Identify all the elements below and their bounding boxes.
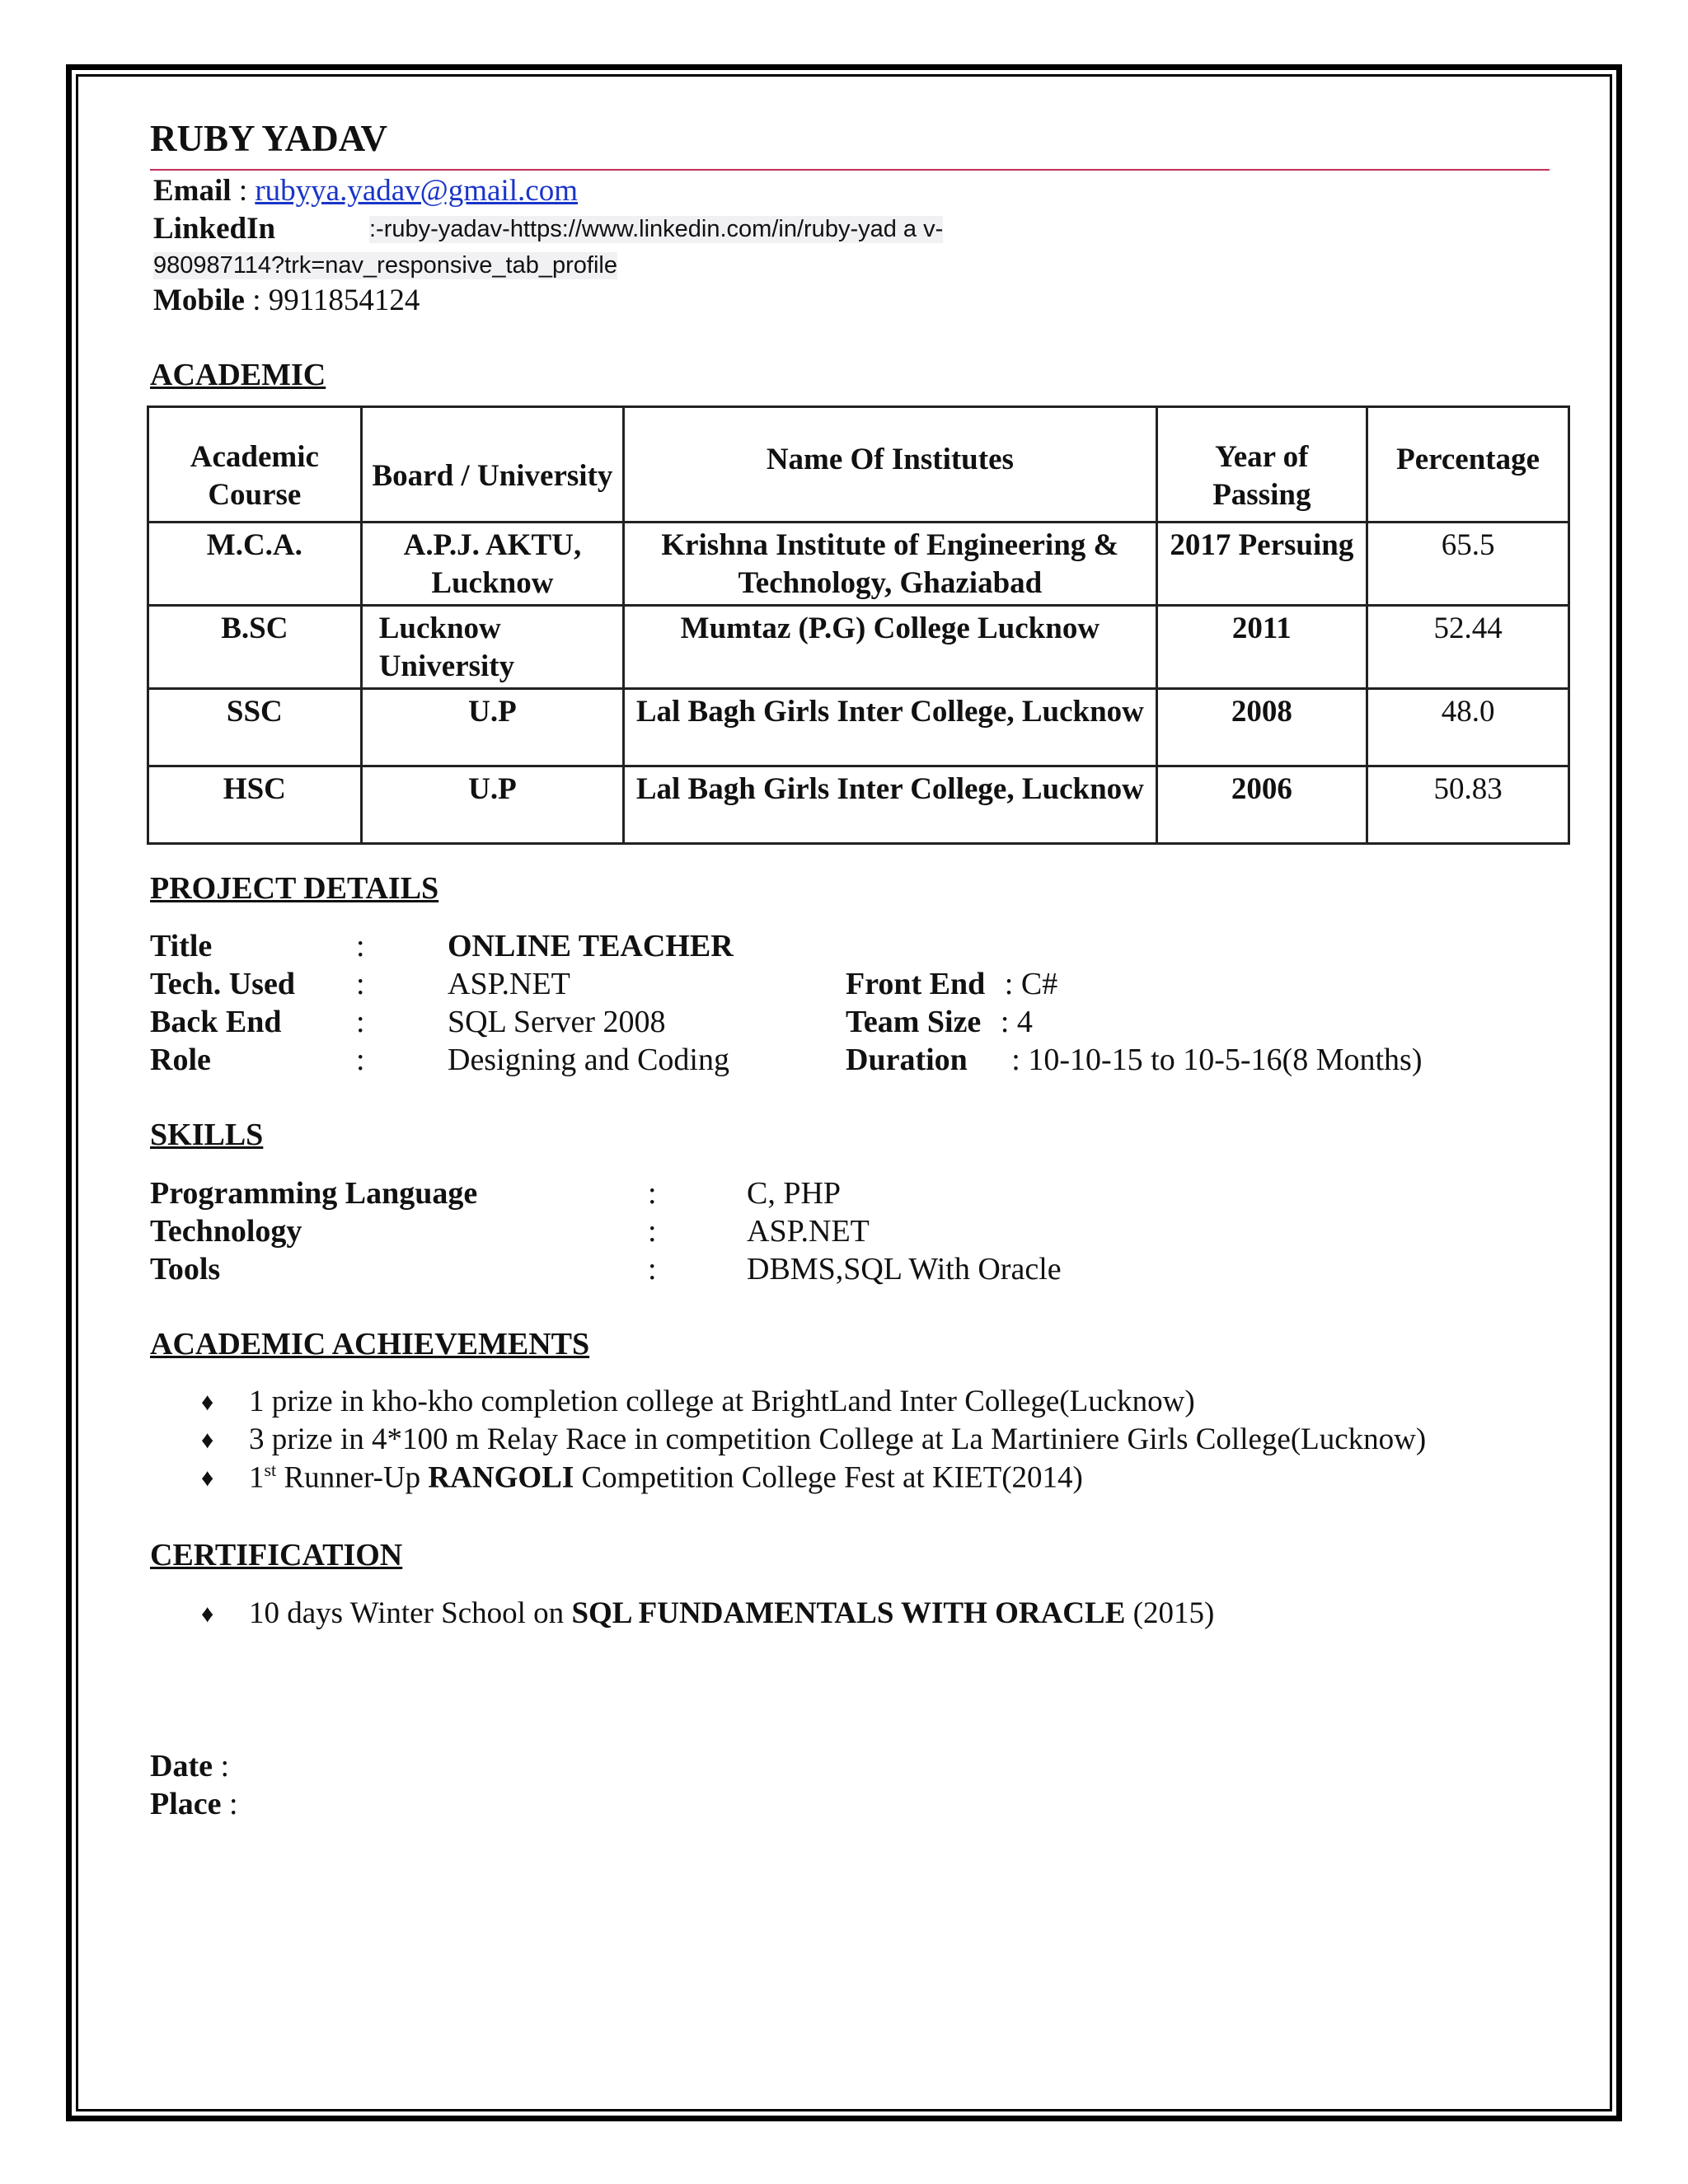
colon: : xyxy=(648,1252,657,1286)
achievement-item xyxy=(249,1460,1083,1495)
date-label: Date xyxy=(150,1749,213,1783)
colon: : xyxy=(252,284,261,317)
achievement-rank: 1 xyxy=(249,1460,265,1495)
table-row xyxy=(148,689,1569,766)
certification-text: 10 days Winter School on xyxy=(249,1596,572,1630)
linkedin-url-line1[interactable]: :-ruby-yadav-https://www.linkedin.com/in/ruby-yad a v- xyxy=(369,216,944,242)
achievement-text: Runner-Up xyxy=(276,1460,429,1495)
table-header-cell: Year of Passing xyxy=(1156,407,1367,523)
project-heading: PROJECT DETAILS xyxy=(150,871,439,906)
table-cell-percentage: 65.5 xyxy=(1367,523,1569,606)
bullet-icon: ♦ xyxy=(201,1427,214,1454)
bullet-icon: ♦ xyxy=(201,1465,214,1492)
table-cell-percentage: 48.0 xyxy=(1367,689,1569,766)
table-header-row xyxy=(148,407,1569,523)
mobile-number: 9911854124 xyxy=(268,284,420,317)
role-value: Designing and Coding xyxy=(448,1043,729,1077)
skill-label: Programming Language xyxy=(150,1176,478,1211)
colon: : xyxy=(648,1214,657,1249)
colon: : xyxy=(1011,1043,1020,1077)
bullet-icon: ♦ xyxy=(201,1389,214,1416)
linkedin-url-line2[interactable]: 980987114?trk=nav_responsive_tab_profile xyxy=(153,252,617,279)
achievements-heading: ACADEMIC ACHIEVEMENTS xyxy=(150,1327,590,1361)
colon: : xyxy=(238,174,248,208)
skills-heading: SKILLS xyxy=(150,1118,264,1152)
colon: : xyxy=(220,1749,230,1783)
table-header-cell: Percentage xyxy=(1367,407,1569,523)
skill-value: DBMS,SQL With Oracle xyxy=(747,1252,1062,1286)
table-cell-course: M.C.A. xyxy=(148,523,362,606)
table-cell-board: A.P.J. AKTU, Lucknow xyxy=(361,523,624,606)
table-cell-year: 2006 xyxy=(1156,766,1367,844)
email-label: Email xyxy=(153,174,232,208)
email-link[interactable]: rubyya.yadav@gmail.com xyxy=(255,174,578,208)
table-cell-institute: Lal Bagh Girls Inter College, Lucknow xyxy=(624,766,1156,844)
achievement-text: Competition College Fest at KIET(2014) xyxy=(574,1460,1083,1495)
academic-table xyxy=(147,405,1570,845)
front-end-value: C# xyxy=(1020,967,1058,1001)
place-label: Place xyxy=(150,1787,222,1821)
colon: : xyxy=(356,929,365,963)
name-underline xyxy=(150,169,1550,171)
colon: : xyxy=(356,967,365,1001)
certification-text: (2015) xyxy=(1125,1596,1215,1630)
table-cell-course: B.SC xyxy=(148,606,362,689)
project-title-label: Title xyxy=(150,929,213,963)
team-size-row xyxy=(846,1004,1033,1040)
table-cell-board: U.P xyxy=(361,689,624,766)
bullet-icon: ♦ xyxy=(201,1601,214,1628)
table-cell-course: HSC xyxy=(148,766,362,844)
skill-value: C, PHP xyxy=(747,1176,842,1211)
certification-item xyxy=(249,1596,1214,1631)
colon: : xyxy=(1000,1005,1010,1039)
skill-label: Tools xyxy=(150,1252,221,1286)
project-title: ONLINE TEACHER xyxy=(448,929,734,963)
duration-row xyxy=(846,1042,1422,1078)
table-row xyxy=(148,766,1569,844)
certification-heading: CERTIFICATION xyxy=(150,1538,403,1572)
table-cell-institute: Krishna Institute of Engineering & Technology, Ghaziabad xyxy=(624,523,1156,606)
candidate-name: RUBY YADAV xyxy=(150,118,387,159)
front-end-label: Front End xyxy=(846,967,986,1001)
tech-used-value: ASP.NET xyxy=(448,967,570,1001)
table-cell-year: 2011 xyxy=(1156,606,1367,689)
skill-value: ASP.NET xyxy=(747,1214,870,1249)
table-row xyxy=(148,523,1569,606)
table-row xyxy=(148,606,1569,689)
linkedin-row xyxy=(153,211,275,246)
academic-heading: ACADEMIC xyxy=(150,358,326,392)
table-cell-year: 2017 Persuing xyxy=(1156,523,1367,606)
colon: : xyxy=(356,1005,365,1039)
table-cell-board: Lucknow University xyxy=(361,606,624,689)
back-end-label: Back End xyxy=(150,1005,282,1039)
colon: : xyxy=(1004,967,1014,1001)
colon: : xyxy=(648,1176,657,1211)
achievement-emphasis: RANGOLI xyxy=(428,1460,574,1495)
table-cell-institute: Lal Bagh Girls Inter College, Lucknow xyxy=(624,689,1156,766)
certification-emphasis: SQL FUNDAMENTALS WITH ORACLE xyxy=(571,1596,1126,1630)
mobile-label: Mobile xyxy=(153,284,245,317)
table-cell-percentage: 52.44 xyxy=(1367,606,1569,689)
place-row xyxy=(150,1786,238,1822)
achievement-item: 3 prize in 4*100 m Relay Race in competition College at La Martiniere Girls College(Lucknow) xyxy=(249,1422,1427,1456)
achievement-item: 1 prize in kho-kho completion college at BrightLand Inter College(Lucknow) xyxy=(249,1385,1195,1418)
table-header-cell: Board / University xyxy=(361,407,624,523)
colon: : xyxy=(229,1787,238,1821)
table-cell-year: 2008 xyxy=(1156,689,1367,766)
team-size-label: Team Size xyxy=(846,1005,982,1039)
mobile-row xyxy=(153,283,420,318)
table-cell-board: U.P xyxy=(361,766,624,844)
front-end-row xyxy=(846,966,1057,1002)
tech-used-label: Tech. Used xyxy=(150,967,295,1001)
role-label: Role xyxy=(150,1043,211,1077)
linkedin-label: LinkedIn xyxy=(153,212,276,246)
achievement-rank-suffix: st xyxy=(264,1460,277,1480)
table-cell-course: SSC xyxy=(148,689,362,766)
skill-label: Technology xyxy=(150,1214,302,1249)
team-size-value: 4 xyxy=(1016,1005,1033,1039)
colon: : xyxy=(356,1043,365,1077)
date-row xyxy=(150,1748,229,1784)
back-end-value: SQL Server 2008 xyxy=(448,1005,666,1039)
table-header-cell: Academic Course xyxy=(148,407,362,523)
table-cell-institute: Mumtaz (P.G) College Lucknow xyxy=(624,606,1156,689)
table-cell-percentage: 50.83 xyxy=(1367,766,1569,844)
duration-label: Duration xyxy=(846,1043,968,1077)
email-row xyxy=(153,173,578,209)
table-header-cell: Name Of Institutes xyxy=(624,407,1156,523)
duration-value: 10-10-15 to 10-5-16(8 Months) xyxy=(1028,1043,1423,1077)
